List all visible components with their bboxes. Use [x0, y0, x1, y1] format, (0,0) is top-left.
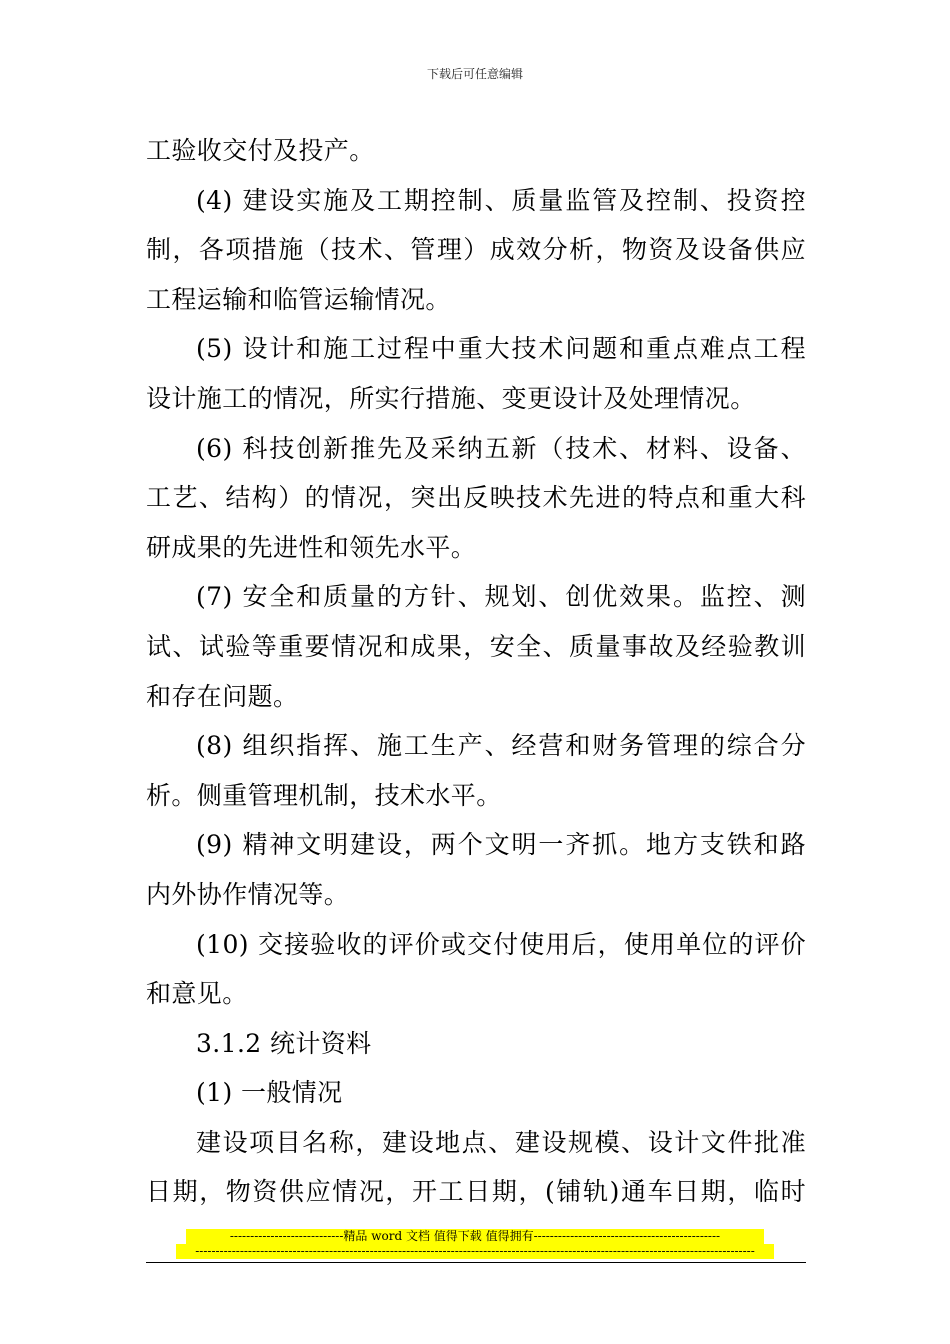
body-line: (10) 交接验收的评价或交付使用后，使用单位的评价: [196, 929, 806, 959]
body-line: (7) 安全和质量的方针、规划、创优效果。监控、测: [196, 582, 806, 612]
page-header: [0, 66, 950, 82]
header-text: 下载后可任意编辑: [426, 67, 523, 81]
body-line: 制，各项措施（技术、管理）成效分析，物资及设备供应: [146, 235, 806, 265]
document-body: [146, 126, 806, 1217]
body-line: 内外协作情况等。: [146, 879, 350, 909]
body-line: 设计施工的情况，所实行措施、变更设计及处理情况。: [146, 383, 756, 413]
body-line: 析。侧重管理机制，技术水平。: [146, 780, 502, 810]
body-line: (5) 设计和施工过程中重大技术问题和重点难点工程: [196, 334, 806, 364]
body-line: 建设项目名称，建设地点、建设规模、设计文件批准: [196, 1127, 806, 1157]
body-line: 试、试验等重要情况和成果，安全、质量事故及经验教训: [146, 631, 806, 661]
body-line: 研成果的先进性和领先水平。: [146, 532, 477, 562]
body-line: 工验收交付及投产。: [146, 136, 375, 165]
footer-rule: [146, 1262, 806, 1263]
footer-banner-line-2: [0, 1244, 950, 1263]
subsection-heading: (1) 一般情况: [196, 1078, 343, 1108]
body-line: 日期，物资供应情况，开工日期，(铺轨)通车日期，临时: [146, 1177, 806, 1207]
body-line: (6) 科技创新推先及采纳五新（技术、材料、设备、: [196, 433, 806, 463]
body-line: (9) 精神文明建设，两个文明一齐抓。地方支铁和路: [196, 830, 806, 860]
body-line: 和存在问题。: [146, 681, 299, 711]
body-line: (4) 建设实施及工期控制、质量监管及控制、投资控: [196, 185, 806, 215]
body-line: 工程运输和临管运输情况。: [146, 284, 451, 314]
section-heading: 3.1.2 统计资料: [196, 1028, 372, 1058]
footer-banner-dashes: ------------------------------------------------------------------------------------------------------------------------------------------: [176, 1244, 774, 1259]
body-line: 工艺、结构）的情况，突出反映技术先进的特点和重大科: [146, 483, 806, 513]
body-line: (8) 组织指挥、施工生产、经营和财务管理的综合分: [196, 731, 806, 761]
footer-banner-text: ----------------------------精品 word 文档 值得下载 值得拥有----------------------------------------------: [186, 1229, 764, 1244]
body-line: 和意见。: [146, 979, 248, 1009]
